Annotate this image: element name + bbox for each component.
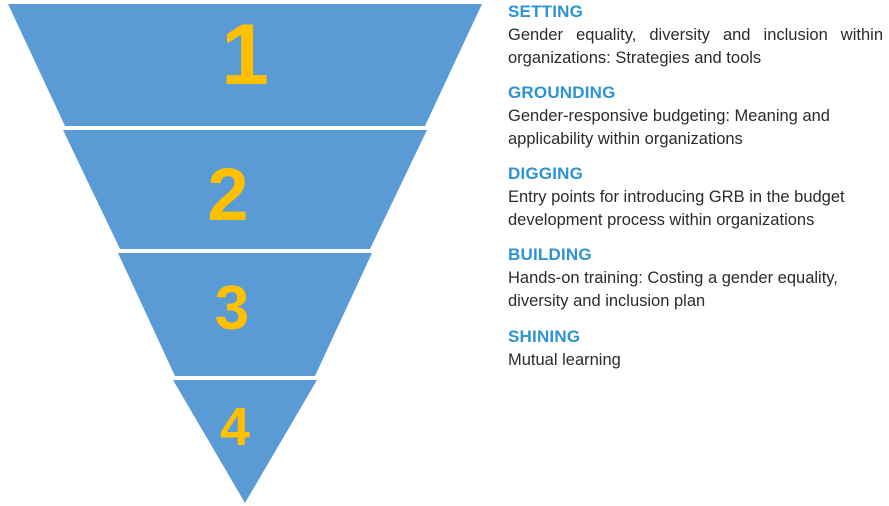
stage-shining — [508, 327, 883, 372]
funnel-number-3: 3 — [214, 274, 250, 343]
stage-setting-body: Gender equality, diversity and inclusion within organizations: Strategies and tools — [508, 26, 883, 68]
funnel-number-1: 1 — [221, 7, 269, 103]
stage-descriptions — [508, 0, 883, 385]
stage-digging-title: DIGGING — [508, 163, 584, 183]
stage-building-body: Hands-on training: Costing a gender equality, diversity and inclusion plan — [508, 269, 838, 310]
funnel-number-4: 4 — [219, 397, 251, 457]
stage-building — [508, 245, 883, 313]
stage-shining-body: Mutual learning — [508, 351, 621, 370]
stage-setting-title: SETTING — [508, 2, 584, 21]
stage-grounding-body: Gender-responsive budgeting: Meaning and applicability within organizations — [508, 107, 830, 149]
stage-shining-title: SHINING — [508, 326, 581, 346]
stage-digging — [508, 164, 883, 232]
stage-building-title: BUILDING — [508, 244, 592, 264]
stage-setting — [508, 2, 883, 70]
funnel-number-2: 2 — [207, 153, 249, 236]
stage-grounding — [508, 83, 883, 151]
stage-grounding-title: GROUNDING — [508, 82, 616, 102]
stage-digging-body: Entry points for introducing GRB in the budget development process within organizations — [508, 188, 845, 229]
